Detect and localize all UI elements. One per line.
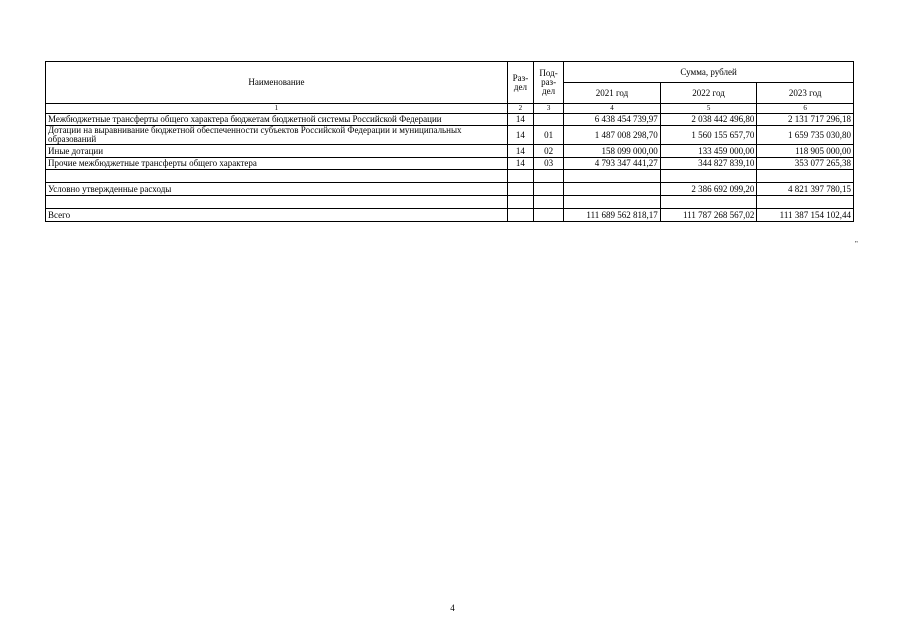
row-name: Иные дотации bbox=[46, 145, 508, 158]
row-2023: 111 387 154 102,44 bbox=[757, 209, 854, 222]
page-number: 4 bbox=[450, 603, 455, 613]
row-name: Условно утвержденные расходы bbox=[46, 183, 508, 196]
row-2022: 1 560 155 657,70 bbox=[660, 126, 757, 145]
spacer-row bbox=[46, 196, 854, 209]
row-podrazdel: 01 bbox=[534, 126, 564, 145]
column-index: 5 bbox=[660, 104, 757, 114]
row-razdel bbox=[507, 209, 533, 222]
row-razdel: 14 bbox=[507, 145, 533, 158]
header-year-2023: 2023 год bbox=[757, 83, 854, 104]
row-2021: 4 793 347 441,27 bbox=[564, 158, 661, 170]
row-2022: 344 827 839,10 bbox=[660, 158, 757, 170]
header-podrazdel: Под-раз-дел bbox=[534, 62, 564, 104]
header-razdel: Раз-дел bbox=[507, 62, 533, 104]
total-row bbox=[46, 209, 854, 222]
header-year-2021: 2021 год bbox=[564, 83, 661, 104]
row-2022: 111 787 268 567,02 bbox=[660, 209, 757, 222]
row-razdel: 14 bbox=[507, 158, 533, 170]
row-2021: 6 438 454 739,97 bbox=[564, 114, 661, 126]
spacer-row bbox=[46, 170, 854, 183]
row-2021: 1 487 008 298,70 bbox=[564, 126, 661, 145]
table-row bbox=[46, 126, 854, 145]
row-razdel bbox=[507, 183, 533, 196]
row-2022: 2 038 442 496,80 bbox=[660, 114, 757, 126]
row-podrazdel: 03 bbox=[534, 158, 564, 170]
row-razdel: 14 bbox=[507, 126, 533, 145]
row-2023: 353 077 265,38 bbox=[757, 158, 854, 170]
row-2023: 4 821 397 780,15 bbox=[757, 183, 854, 196]
table-row bbox=[46, 114, 854, 126]
row-2021: 158 099 000,00 bbox=[564, 145, 661, 158]
row-podrazdel bbox=[534, 114, 564, 126]
row-razdel: 14 bbox=[507, 114, 533, 126]
row-2021: 111 689 562 818,17 bbox=[564, 209, 661, 222]
budget-table bbox=[45, 61, 854, 222]
column-index: 6 bbox=[757, 104, 854, 114]
row-2023: 2 131 717 296,18 bbox=[757, 114, 854, 126]
column-index-row bbox=[46, 104, 854, 114]
table-row bbox=[46, 183, 854, 196]
header-name: Наименование bbox=[46, 62, 508, 104]
column-index: 1 bbox=[46, 104, 508, 114]
column-index: 3 bbox=[534, 104, 564, 114]
row-2022: 2 386 692 099,20 bbox=[660, 183, 757, 196]
row-podrazdel bbox=[534, 209, 564, 222]
row-name: Всего bbox=[46, 209, 508, 222]
closing-quote-mark: " bbox=[855, 240, 858, 248]
column-index: 2 bbox=[507, 104, 533, 114]
row-2021 bbox=[564, 183, 661, 196]
row-name: Прочие межбюджетные трансферты общего характера bbox=[46, 158, 508, 170]
header-sum: Сумма, рублей bbox=[564, 62, 854, 83]
row-2023: 1 659 735 030,80 bbox=[757, 126, 854, 145]
row-2023: 118 905 000,00 bbox=[757, 145, 854, 158]
column-index: 4 bbox=[564, 104, 661, 114]
header-year-2022: 2022 год bbox=[660, 83, 757, 104]
row-podrazdel bbox=[534, 183, 564, 196]
row-name: Дотации на выравнивание бюджетной обеспеченности субъектов Российской Федерации и муниципальных образований bbox=[46, 126, 508, 145]
row-name: Межбюджетные трансферты общего характера бюджетам бюджетной системы Российской Федерации bbox=[46, 114, 508, 126]
table-row bbox=[46, 145, 854, 158]
row-podrazdel: 02 bbox=[534, 145, 564, 158]
table-row bbox=[46, 158, 854, 170]
row-2022: 133 459 000,00 bbox=[660, 145, 757, 158]
